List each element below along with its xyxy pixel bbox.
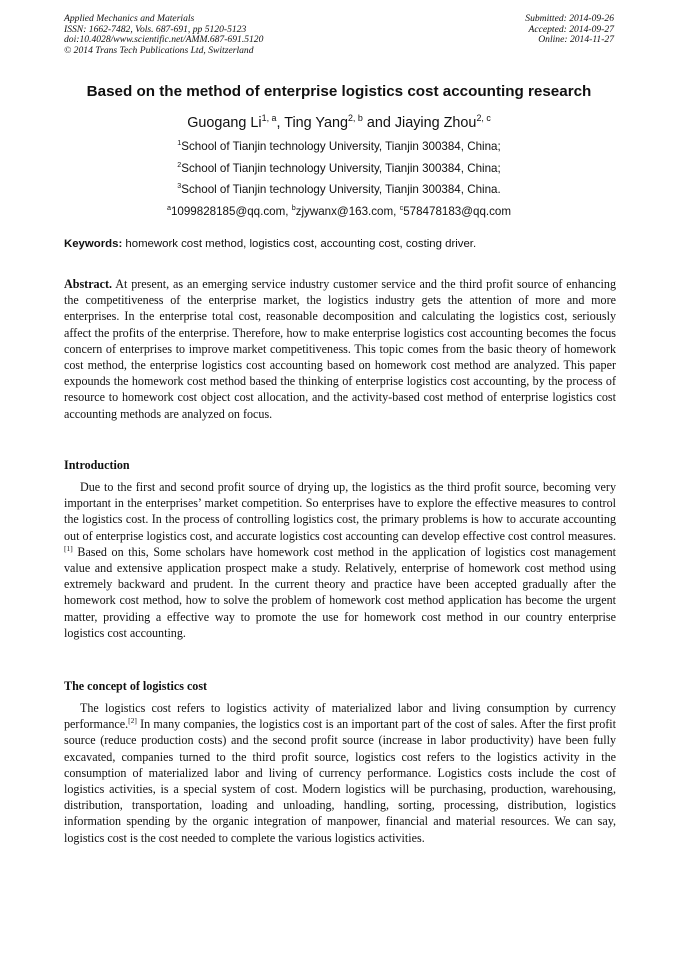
dates-info [525, 14, 614, 46]
author-sup: 1, a [261, 113, 277, 124]
issn-line: ISSN: 1662-7482, Vols. 687-691, pp 5120-5123 [64, 23, 247, 35]
citation-ref[interactable]: [2] [128, 716, 137, 726]
author-sup: 2, c [476, 113, 491, 124]
email-address[interactable]: zjywanx@163.com, [295, 205, 400, 218]
journal-info [64, 14, 263, 56]
affiliation-text: School of Tianjin technology University, Tianjin 300384, China. [181, 183, 501, 196]
concept-text: In many companies, the logistics cost is an important part of the cost of sales. After the first profit source (reduce production costs) and the second profit source (increase in labor productivity) have been fully excavated, companies turned to the third profit source, logistics cost refers to the logistics activity in the consumption of materialized labor and living of currency performance. Logistics costs include the cost of logistics activities, is a special system of cost. Modern logistics will be purchasing, production, warehousing, distribution, transportation, loading and unloading, handling, sorting, processing, distribution, logistics information spending by the organic integration of manpower, financial and material resources. We can say, logistics cost is the cost needed to complete the various logistics activities. [64, 717, 616, 845]
email-line [0, 205, 678, 218]
email-address[interactable]: 578478183@qq.com [403, 205, 512, 218]
concept-heading: The concept of logistics cost [64, 679, 208, 693]
paper-title: Based on the method of enterprise logistics cost accounting research [86, 83, 592, 100]
author-name: Ting Yang [284, 115, 348, 131]
intro-text: Due to the first and second profit source of drying up, the logistics as the third profit source, becoming very important in the enterprises’ market competition. So enterprises have to explore the effective measures to control the logistics cost. In the process of controlling logistics cost, the primary problems is how to accurate accounting out of enterprise logistics cost, and accurate logistics cost accounting can develop effective cost control measures. [64, 480, 616, 543]
concept-text: The logistics cost refers to logistics activity of materialized labor and living consumption by currency performance. [64, 701, 616, 732]
affiliation-sup: 3 [177, 181, 182, 191]
intro-text: Based on this, Some scholars have homework cost method in the application of logistics cost management value and extensive application prospect make a study. Relatively, enterprise of homework cost method using extremely backward and prudent. In the current theory and practice have been accepted gradually after the homework cost method, how to solve the problem of homework cost method application has become the urgent matter, providing a effective way to promote the use for homework cost method in our country enterprise logistics cost accounting. [64, 544, 616, 640]
accepted-date: Accepted: 2014-09-27 [528, 23, 614, 35]
keywords-text: homework cost method, logistics cost, accounting cost, costing driver. [122, 238, 477, 250]
affiliation-1 [0, 140, 678, 153]
affiliation-sup: 1 [177, 138, 182, 148]
author-sep: , [276, 115, 285, 131]
author-name: Jiaying Zhou [394, 115, 477, 131]
concept-paragraph [64, 700, 616, 846]
author-sep: and [362, 115, 395, 131]
citation-ref[interactable]: [1] [64, 543, 73, 553]
author-sup: 2, b [347, 113, 363, 124]
introduction-paragraph [64, 479, 616, 641]
affiliation-2 [0, 162, 678, 175]
email-address[interactable]: 1099828185@qq.com, [170, 205, 292, 218]
doi-line: doi:10.4028/www.scientific.net/AMM.687-691.5120 [64, 34, 264, 46]
introduction-heading: Introduction [64, 458, 130, 472]
abstract-paragraph [64, 276, 616, 422]
email-sup: b [291, 203, 296, 213]
copyright-line: © 2014 Trans Tech Publications Ltd, Switzerland [64, 44, 254, 56]
submitted-date: Submitted: 2014-09-26 [525, 13, 614, 24]
abstract-label: Abstract. [64, 277, 113, 291]
email-sup: a [166, 203, 171, 213]
journal-name: Applied Mechanics and Materials [64, 13, 195, 24]
author-name: Guogang Li [187, 115, 262, 131]
affiliation-text: School of Tianjin technology University, Tianjin 300384, China; [181, 162, 501, 175]
email-sup: c [399, 203, 404, 213]
keywords-line [64, 238, 616, 250]
abstract-text: At present, as an emerging service industry customer service and the third profit source of enhancing the competitiveness of the enterprise market, the logistics industry gets the attention of more and more enterprises. In the enterprise total cost, reasonable decomposition and calculating the logistics cost, seriously affect the profits of the enterprise. Therefore, how to make enterprise logistics cost accounting becomes the focus concern of enterprises to improve market competitiveness. This topic comes from the basic theory of homework cost method, the enterprise logistics cost accounting based on homework cost method are analyzed. This paper expounds the homework cost method based the thinking of enterprise logistics cost accounting, by the process of resource to homework cost object cost allocation, and the activity-based cost method of enterprise logistics cost accounting methods are analyzed on focus. [64, 277, 616, 421]
author-line [0, 115, 678, 131]
affiliation-text: School of Tianjin technology University, Tianjin 300384, China; [181, 140, 501, 153]
online-date: Online: 2014-11-27 [538, 34, 614, 46]
affiliation-sup: 2 [177, 160, 182, 170]
affiliation-3 [0, 183, 678, 196]
keywords-label: Keywords: [64, 238, 123, 250]
